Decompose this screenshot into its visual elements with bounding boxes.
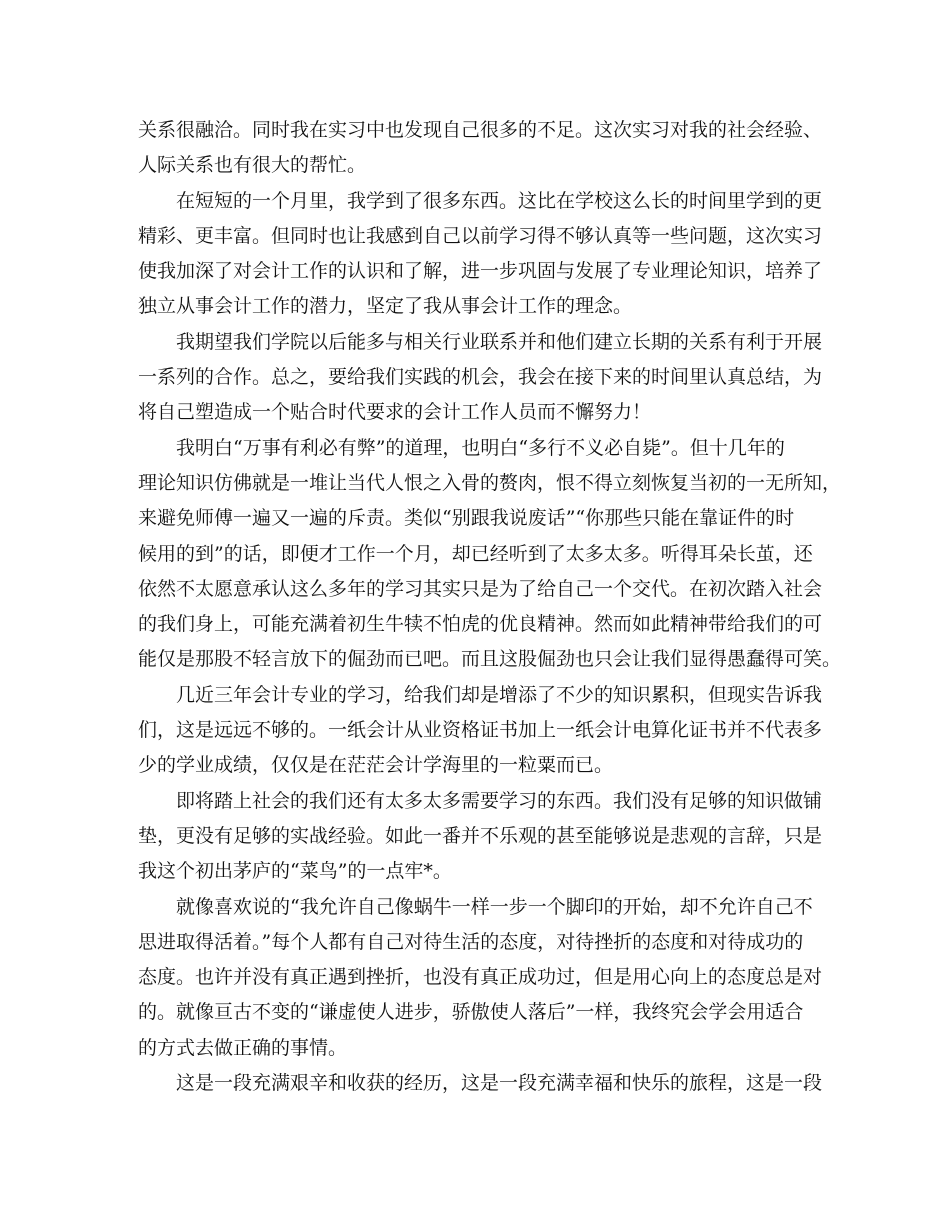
text-line: 理论知识仿佛就是一堆让当代人恨之入骨的赘肉，恨不得立刻恢复当初的一无所知，: [138, 471, 842, 494]
text-line: 我明白“万事有利必有弊”的道理，也明白“多行不义必自毙”。但十几年的: [176, 436, 785, 459]
text-line: 人际关系也有很大的帮忙。: [138, 154, 367, 177]
text-line: 们，这是远远不够的。一纸会计从业资格证书加上一纸会计电算化证书并不代表多: [138, 719, 823, 742]
text-line: 使我加深了对会计工作的认识和了解，进一步巩固与发展了专业理论知识，培养了: [138, 260, 823, 283]
text-line: 的。就像亘古不变的“谦虚使人进步，骄傲使人落后”一样，我终究会学会用适合: [138, 1001, 804, 1024]
text-line: 一系列的合作。总之，要给我们实践的机会，我会在接下来的时间里认真总结，为: [138, 366, 823, 389]
text-line: 少的学业成绩，仅仅是在茫茫会计学海里的一粒粟而已。: [138, 754, 614, 777]
text-line: 能仅是那股不轻言放下的倔劲而已吧。而且这股倔劲也只会让我们显得愚蠢得可笑。: [138, 648, 842, 671]
text-line: 这是一段充满艰辛和收获的经历，这是一段充满幸福和快乐的旅程，这是一段: [176, 1072, 823, 1095]
text-line: 独立从事会计工作的潜力，坚定了我从事会计工作的理念。: [138, 295, 633, 318]
text-line: 的我们身上，可能充满着初生牛犊不怕虎的优良精神。然而如此精神带给我们的可: [138, 613, 823, 636]
text-line: 垫，更没有足够的实战经验。如此一番并不乐观的甚至能够说是悲观的言辞，只是: [138, 824, 823, 847]
text-line: 我这个初出茅庐的“菜鸟”的一点牢*。: [138, 860, 452, 883]
text-line: 我期望我们学院以后能多与相关行业联系并和他们建立长期的关系有利于开展: [176, 330, 823, 353]
text-line: 就像喜欢说的“我允许自己像蜗牛一样一步一个脚印的开始，却不允许自己不: [176, 895, 813, 918]
text-line: 精彩、更丰富。但同时也让我感到自己以前学习得不够认真等一些问题，这次实习: [138, 224, 823, 247]
text-line: 候用的到”的话，即便才工作一个月，却已经听到了太多太多。听得耳朵长茧，还: [138, 542, 813, 565]
text-line: 即将踏上社会的我们还有太多太多需要学习的东西。我们没有足够的知识做铺: [176, 789, 823, 812]
text-line: 的方式去做正确的事情。: [138, 1036, 348, 1059]
text-line: 来避免师傅一遍又一遍的斥责。类似“别跟我说废话”“你那些只能在靠证件的时: [138, 507, 795, 530]
body-text: [138, 113, 842, 1101]
text-line: 在短短的一个月里，我学到了很多东西。这比在学校这么长的时间里学到的更: [176, 189, 823, 212]
text-line: 关系很融洽。同时我在实习中也发现自己很多的不足。这次实习对我的社会经验、: [138, 119, 823, 141]
text-line: 将自己塑造成一个贴合时代要求的会计工作人员而不懈努力！: [138, 401, 652, 424]
text-line: 思进取得活着。”每个人都有自己对待生活的态度，对待挫折的态度和对待成功的: [138, 930, 804, 953]
text-line: 依然不太愿意承认这么多年的学习其实只是为了给自己一个交代。在初次踏入社会: [138, 577, 823, 600]
text-line: 态度。也许并没有真正遇到挫折，也没有真正成功过，但是用心向上的态度总是对: [138, 966, 823, 989]
text-line: 几近三年会计专业的学习，给我们却是增添了不少的知识累积，但现实告诉我: [176, 683, 823, 706]
